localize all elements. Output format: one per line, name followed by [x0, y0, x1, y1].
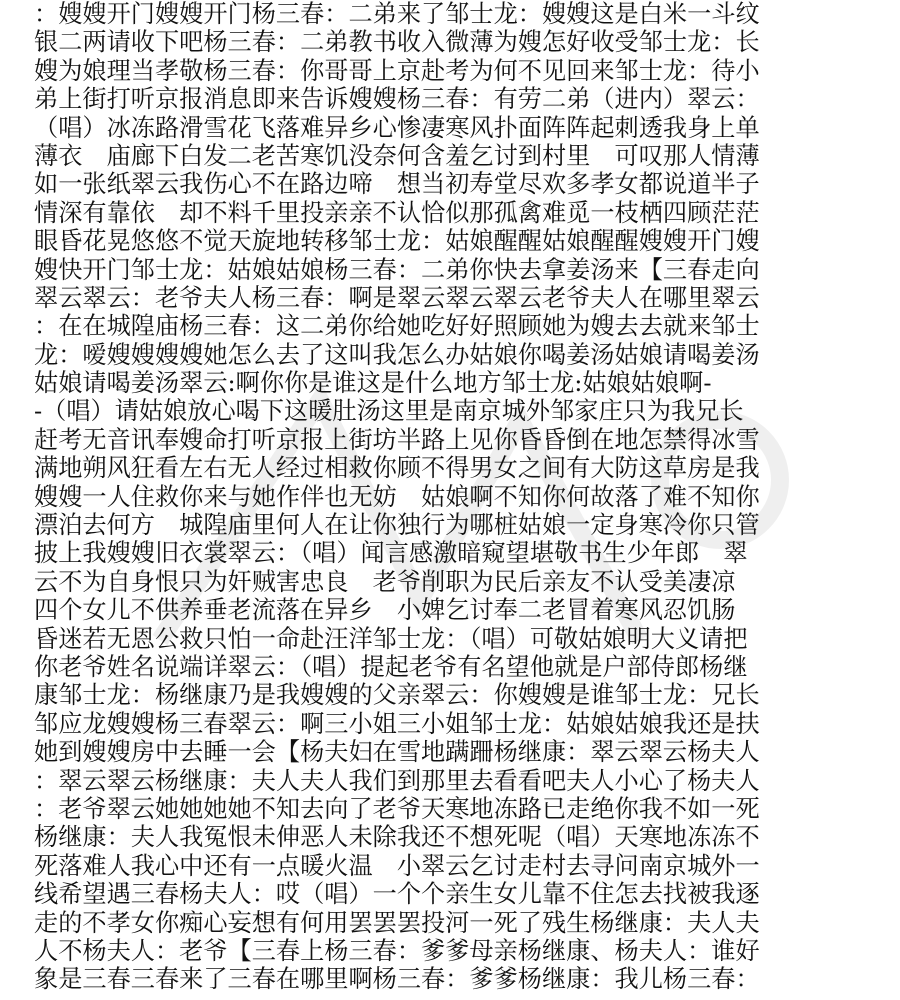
text-line: 嫂为娘理当孝敬杨三春：你哥哥上京赴考为何不见回来邹士龙：待小: [34, 56, 760, 85]
text-line: 杨继康：夫人我冤恨未伸恶人未除我还不想死呢（唱）天寒地冻冻不: [34, 823, 760, 852]
text-line: 薄衣 庙廊下白发二老苦寒饥没奈何含羞乞讨到村里 可叹那人情薄: [34, 141, 760, 170]
text-line: 云不为自身恨只为奸贼害忠良 老爷削职为民后亲友不认受美凄凉: [34, 567, 736, 596]
text-line: 漂泊去何方 城隍庙里何人在让你独行为哪桩姑娘一定身寒冷你只管: [34, 511, 760, 540]
text-line: ：嫂嫂开门嫂嫂开门杨三春：二弟来了邹士龙：嫂嫂这是白米一斗纹: [34, 0, 760, 28]
text-line: 满地朔风狂看左右无人经过相救你顾不得男女之间有大防这草房是我: [34, 454, 760, 483]
text-line: 邹应龙嫂嫂杨三春翠云：啊三小姐三小姐邹士龙：姑娘姑娘我还是扶: [34, 709, 760, 738]
text-line: 走的不孝女你痴心妄想有何用罢罢罢投河一死了残生杨继康：夫人夫: [34, 908, 760, 937]
text-line: 龙：嗳嫂嫂嫂嫂她怎么去了这叫我怎么办姑娘你喝姜汤姑娘请喝姜汤: [34, 340, 760, 369]
text-line: 象是三春三春来了三春在哪里啊杨三春：爹爹杨继康：我儿杨三春：: [34, 965, 760, 994]
text-line: 康邹士龙：杨继康乃是我嫂嫂的父亲翠云：你嫂嫂是谁邹士龙：兄长: [34, 681, 760, 710]
text-line: （唱）冰冻路滑雪花飞落难异乡心惨凄寒风扑面阵阵起刺透我身上单: [34, 113, 760, 142]
text-line: 姑娘请喝姜汤翠云:啊你你是谁这是什么地方邹士龙:姑娘姑娘啊-: [34, 369, 712, 398]
text-line: 银二两请收下吧杨三春：二弟教书收入微薄为嫂怎好收受邹士龙：长: [34, 28, 760, 57]
text-line: 昏迷若无恩公救只怕一命赴汪洋邹士龙：（唱）可敬姑娘明大义请把: [34, 624, 748, 653]
text-line: 披上我嫂嫂旧衣裳翠云：（唱）闻言感激暗窥望堪敬书生少年郎 翠: [34, 539, 748, 568]
text-line: ：翠云翠云杨继康：夫人夫人我们到那里去看看吧夫人小心了杨夫人: [34, 766, 760, 795]
text-line: ：老爷翠云她她她她不知去向了老爷天寒地冻路已走绝你我不如一死: [34, 794, 760, 823]
text-line: 翠云翠云：老爷夫人杨三春：啊是翠云翠云翠云老爷夫人在哪里翠云: [34, 283, 760, 312]
text-line: 人不杨夫人：老爷【三春上杨三春：爹爹母亲杨继康、杨夫人：谁好: [34, 936, 760, 965]
text-line: 死落难人我心中还有一点暖火温 小翠云乞讨走村去寻问南京城外一: [34, 851, 760, 880]
text-line: 赶考无音讯奉嫂命打听京报上街坊半路上见你昏昏倒在地怎禁得冰雪: [34, 425, 760, 454]
text-line: 情深有靠依 却不料千里投亲亲不认恰似那孤禽难觅一枝栖四顾茫茫: [34, 198, 760, 227]
text-line: 她到嫂嫂房中去睡一会【杨夫妇在雪地蹒跚杨继康：翠云翠云杨夫人: [34, 738, 760, 767]
text-line: 眼昏花晃悠悠不觉天旋地转移邹士龙：姑娘醒醒姑娘醒醒嫂嫂开门嫂: [34, 227, 760, 256]
text-line: 弟上街打听京报消息即来告诉嫂嫂杨三春：有劳二弟（进内）翠云：: [34, 85, 760, 114]
text-line: -（唱）请姑娘放心喝下这暖肚汤这里是南京城外邹家庄只为我兄长: [34, 397, 744, 426]
text-line: 四个女儿不供养垂老流落在异乡 小婢乞讨奉二老冒着寒风忍饥肠: [34, 596, 736, 625]
text-line: 如一张纸翠云我伤心不在路边啼 想当初寿堂尽欢多孝女都说道半子: [34, 170, 760, 199]
text-line: 嫂嫂一人住救你来与她作伴也无妨 姑娘啊不知你何故落了难不知你: [34, 482, 760, 511]
text-line: 线希望遇三春杨夫人：哎（唱）一个个亲生女儿靠不住怎去找被我逐: [34, 880, 760, 909]
text-line: 嫂快开门邹士龙：姑娘姑娘杨三春：二弟你快去拿姜汤来【三春走向: [34, 255, 760, 284]
text-line: ：在在城隍庙杨三春：这二弟你给她吃好好照顾她为嫂去去就来邹士: [34, 312, 760, 341]
text-line: 你老爷姓名说端详翠云：（唱）提起老爷有名望他就是户部侍郎杨继: [34, 652, 748, 681]
script-text: [34, 0, 874, 994]
